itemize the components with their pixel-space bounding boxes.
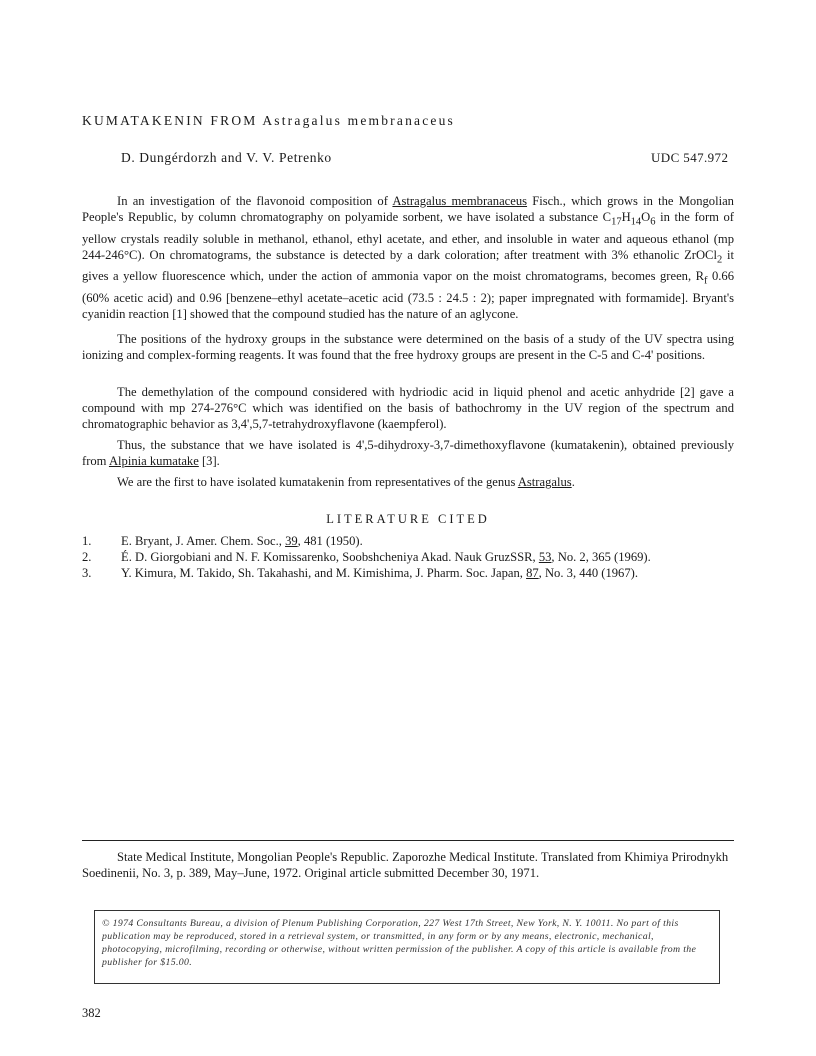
p1-text-e: in the form of yellow crystals readily soluble in methanol, ethanol, ethyl acetate, and ether, and insoluble in water and aqueous ethanol (mp 244-246°C). On chromatograms, the substance is detected by a dark coloration; after treatment with 3% ethanolic ZrOCl — [82, 210, 735, 262]
literature-heading: LITERATURE CITED — [326, 512, 490, 526]
paragraph-4 — [82, 437, 734, 469]
reference-volume: 87 — [526, 566, 539, 580]
reference-number: 2. — [82, 550, 92, 564]
reference-number: 1. — [82, 534, 92, 548]
p1-text-d: O — [641, 210, 651, 224]
reference-text: Y. Kimura, M. Takido, Sh. Takahashi, and M. Kimishima, J. Pharm. Soc. Japan, — [121, 566, 527, 580]
affiliation-text: State Medical Institute, Mongolian People's Republic. Zaporozhe Medical Institute. Translated from Khimiya Prirodnykh Soedinenii, No. 3, p. 389, May–June, 1972. Original article submitted December 30, 1971. — [82, 850, 729, 880]
p1-subscript-o: 6 — [650, 216, 656, 228]
udc-code: UDC 547.972 — [651, 150, 729, 165]
reference-text-end: , No. 3, 440 (1967). — [538, 566, 638, 580]
article-title: KUMATAKENIN FROM Astragalus membranaceus — [82, 113, 456, 128]
p4-text-a: Thus, the substance that we have isolated is 4',5-dihydroxy-3,7-dimethoxyflavone (kumatakenin), obtained previously from — [82, 438, 734, 468]
reference-text: E. Bryant, J. Amer. Chem. Soc., — [121, 534, 286, 548]
footnote-divider — [82, 840, 734, 841]
copyright-box — [94, 910, 720, 984]
article-authors: D. Dungérdorzh and V. V. Petrenko — [121, 150, 332, 165]
reference-volume: 39 — [285, 534, 298, 548]
paragraph-3 — [82, 384, 734, 432]
reference-volume: 53 — [538, 550, 552, 564]
p4-text-b: [3]. — [198, 454, 220, 468]
p1-text-c: H — [621, 210, 631, 224]
reference-text-end: , No. 2, 365 (1969). — [551, 550, 651, 564]
p5-text-b: . — [571, 475, 575, 489]
p5-text-a: We are the first to have isolated kumatakenin from representatives of the genus — [117, 475, 518, 489]
p1-text-b: Fisch., which grows in the Mongolian People's Republic, by column chromatography on polyamide sorbent, we have isolated a substance C — [82, 194, 734, 224]
p1-text-f: it gives a yellow fluorescence which, under the action of ammonia vapor on the moist chromatograms, becomes green, R — [82, 247, 734, 284]
p3-text: The demethylation of the compound considered with hydriodic acid in liquid phenol and acetic anhydride [2] gave a compound with mp 274-276°C which was identified on the basis of bathochromy in the UV region of the spectrum and chromatographic behavior as 3,4',5,7-tetrahydroxyflavone (kaempferol). — [82, 385, 734, 431]
p1-text-g: 0.66 (60% acetic acid) and 0.96 [benzene–ethyl acetate–acetic acid (73.5 : 24.5 : 2); paper impregnated with formamide]. Bryant's cyanidin reaction [1] showed that the compound studied has the nature of an aglycone. — [82, 269, 734, 321]
p1-subscript-rf: f — [703, 275, 708, 287]
p5-genus-name: Astragalus — [517, 475, 572, 489]
copyright-notice: © 1974 Consultants Bureau, a division of Plenum Publishing Corporation, 227 West 17th Street, New York, N. Y. 10011. No part of this publication may be reproduced, stored in a retrieval system, or transmitted, in any form or by any means, electronic, mechanical, photocopying, microfilming, recording or otherwise, without written permission of the publisher. A copy of this article is available from the publisher for $15.00. — [102, 918, 697, 968]
p2-text: The positions of the hydroxy groups in the substance were determined on the basis of a study of the UV spectra using ionizing and complex-forming reagents. It was found that the free hydroxy groups are present in the C-5 and C-4' positions. — [82, 332, 734, 362]
p4-plant-name: Alpinia kumatake — [108, 454, 199, 468]
affiliation-footnote — [82, 849, 734, 881]
p1-species-name: Astragalus membranaceus — [392, 194, 528, 208]
page-number: 382 — [82, 1006, 101, 1020]
p1-subscript-h: 14 — [630, 216, 642, 228]
paragraph-1 — [82, 193, 734, 322]
p1-subscript-c: 17 — [611, 216, 622, 228]
reference-text-end: , 481 (1950). — [297, 534, 363, 548]
paragraph-5 — [82, 474, 734, 490]
paragraph-2 — [82, 331, 734, 363]
p1-subscript-cl: 2 — [716, 254, 723, 266]
reference-text: É. D. Giorgobiani and N. F. Komissarenko, Soobshcheniya Akad. Nauk GruzSSR, — [121, 550, 539, 564]
reference-number: 3. — [82, 566, 92, 580]
p1-text-a: In an investigation of the flavonoid composition of — [117, 194, 393, 208]
